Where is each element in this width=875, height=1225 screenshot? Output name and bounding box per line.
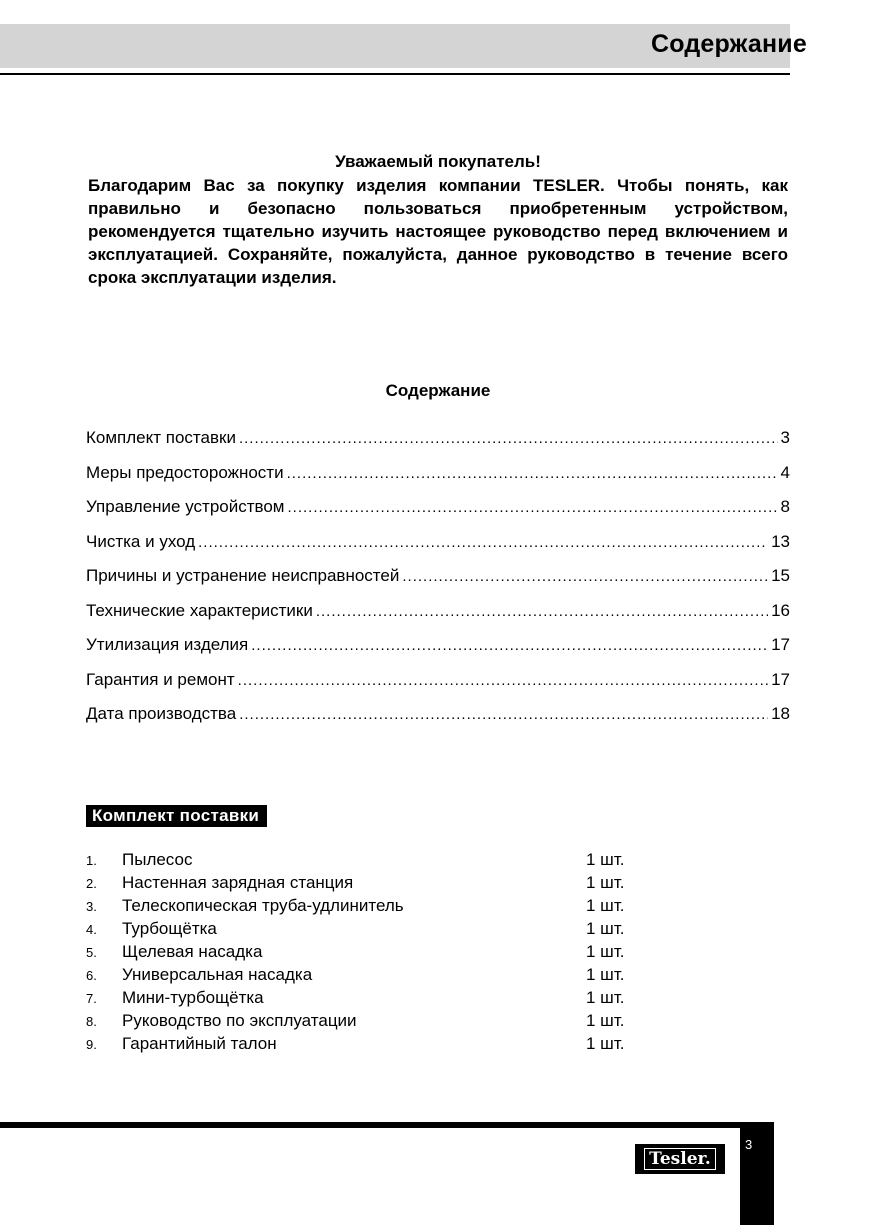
toc-leader-dots	[288, 499, 778, 516]
toc-item-title: Гарантия и ремонт	[86, 669, 235, 689]
kit-item-qty: 1 шт.	[586, 896, 625, 915]
list-item	[86, 988, 646, 1011]
toc-item[interactable]	[86, 601, 790, 636]
footer-divider	[0, 1122, 774, 1128]
toc-item-title: Причины и устранение неисправностей	[86, 566, 400, 585]
toc-leader-dots	[287, 465, 778, 482]
kit-item-qty: 1 шт.	[586, 919, 625, 938]
intro-greeting: Уважаемый покупатель!	[335, 152, 541, 171]
toc-leader-dots	[238, 672, 768, 689]
kit-item-qty: 1 шт.	[586, 965, 625, 984]
toc-item-page: 18	[771, 704, 790, 723]
logo-text: Tesler.	[644, 1148, 716, 1170]
toc-item[interactable]	[86, 704, 790, 739]
header-divider	[0, 73, 790, 75]
toc-item-page: 16	[771, 600, 790, 620]
list-item	[86, 965, 646, 988]
kit-item-number: 6.	[86, 968, 97, 983]
kit-item-name: Щелевая насадка	[122, 942, 263, 961]
toc-leader-dots	[198, 534, 768, 551]
list-item	[86, 1034, 646, 1057]
kit-item-name: Мини-турбощётка	[122, 988, 264, 1007]
list-item	[86, 896, 646, 919]
kit-item-name: Настенная зарядная станция	[122, 873, 354, 892]
kit-item-number: 9.	[86, 1037, 97, 1052]
kit-item-qty: 1 шт.	[586, 873, 625, 892]
kit-item-name: Гарантийный талон	[122, 1034, 277, 1053]
list-item	[86, 942, 646, 965]
toc-item-page: 17	[771, 635, 790, 654]
kit-item-name: Пылесос	[122, 850, 193, 869]
toc-item-page: 13	[771, 531, 790, 551]
toc-leader-dots	[316, 603, 768, 620]
kit-item-name: Турбощётка	[122, 919, 217, 938]
kit-item-qty: 1 шт.	[586, 988, 625, 1007]
kit-item-number: 5.	[86, 945, 97, 960]
toc-heading: Содержание	[385, 381, 491, 400]
toc-item-title: Утилизация изделия	[86, 635, 249, 654]
kit-item-name: Универсальная насадка	[122, 965, 313, 984]
toc-item-page: 3	[780, 428, 790, 447]
list-item	[86, 873, 646, 896]
toc-item-title: Управление устройством	[86, 497, 285, 516]
kit-item-qty: 1 шт.	[586, 850, 625, 869]
toc-item-title: Дата производства	[86, 704, 237, 723]
toc-item-page: 17	[771, 669, 790, 689]
kit-list	[86, 850, 646, 1057]
toc-item[interactable]	[86, 635, 790, 670]
page-number: 3	[745, 1137, 753, 1152]
kit-item-number: 1.	[86, 853, 97, 868]
toc-item-title: Чистка и уход	[86, 531, 196, 551]
toc-leader-dots	[251, 637, 768, 654]
kit-item-qty: 1 шт.	[586, 1011, 625, 1030]
toc-leader-dots	[239, 706, 768, 723]
intro-body: Благодарим Вас за покупку изделия компании TESLER. Чтобы понять, как правильно и безопасно пользоваться приобретенным устройством, рекомендуется тщательно изучить настоящее руководство перед включением и эксплуатацией. Сохраняйте, пожалуйста, данное руководство в течение всего срока эксплуатации изделия.	[88, 176, 788, 287]
kit-item-number: 3.	[86, 899, 97, 914]
toc-item-page: 8	[780, 497, 790, 516]
toc-item-page: 15	[771, 566, 790, 585]
toc-leader-dots	[402, 568, 768, 585]
list-item	[86, 850, 646, 873]
kit-item-number: 8.	[86, 1014, 97, 1029]
kit-item-number: 2.	[86, 876, 97, 891]
intro-section	[88, 150, 788, 289]
kit-item-qty: 1 шт.	[586, 942, 625, 961]
toc-item[interactable]	[86, 428, 790, 463]
toc-item[interactable]	[86, 497, 790, 532]
toc-item-title: Комплект поставки	[86, 428, 236, 447]
toc-item[interactable]	[86, 670, 790, 705]
toc-item-title: Технические характеристики	[86, 600, 313, 620]
toc-item[interactable]	[86, 532, 790, 567]
kit-section-heading: Комплект поставки	[86, 805, 267, 827]
list-item	[86, 919, 646, 942]
kit-item-qty: 1 шт.	[586, 1034, 625, 1053]
list-item	[86, 1011, 646, 1034]
toc-leader-dots	[239, 430, 778, 447]
tesler-logo	[635, 1144, 725, 1174]
kit-item-number: 7.	[86, 991, 97, 1006]
toc-item-page: 4	[780, 462, 790, 482]
kit-item-name: Телескопическая труба-удлинитель	[122, 896, 404, 915]
page-title: Содержание	[650, 30, 807, 58]
table-of-contents	[86, 428, 790, 739]
toc-item[interactable]	[86, 566, 790, 601]
kit-item-number: 4.	[86, 922, 97, 937]
toc-item[interactable]	[86, 463, 790, 498]
toc-item-title: Меры предосторожности	[86, 462, 284, 482]
kit-item-name: Руководство по эксплуатации	[122, 1011, 357, 1030]
